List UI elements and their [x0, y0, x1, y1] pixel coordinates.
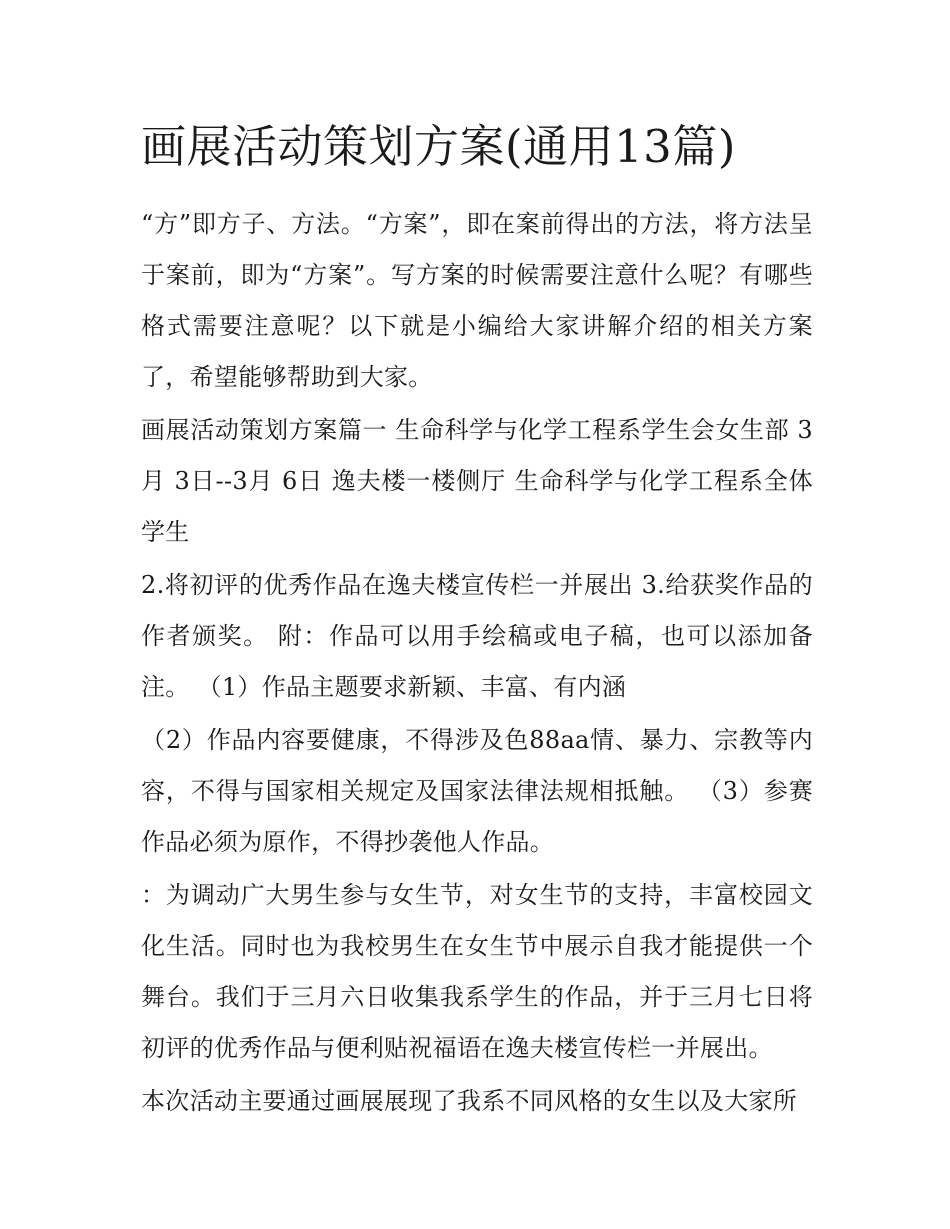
requirements-paragraph: （2）作品内容要健康，不得涉及色88aa情、暴力、宗教等内容，不得与国家相关规定及国家法律法规相抵触。 （3）参赛作品必须为原作，不得抄袭他人作品。: [141, 726, 813, 856]
plan-steps-paragraph: 2.将初评的优秀作品在逸夫楼宣传栏一并展出 3.给获奖作品的作者颁奖。 附：作品可以用手绘稿或电子稿，也可以添加备注。 （1）作品主题要求新颖、丰富、有内涵: [141, 571, 813, 701]
document-title: 画展活动策划方案(通用13篇): [141, 120, 736, 173]
document-body: [141, 199, 813, 1129]
purpose-paragraph: ：为调动广大男生参与女生节，对女生节的支持，丰富校园文化生活。同时也为我校男生在女生节中展示自我才能提供一个舞台。我们于三月六日收集我系学生的作品，并于三月七日将初评的优秀作品与便利贴祝福语在逸夫楼宣传栏一并展出。: [141, 881, 813, 1062]
plan-one-info-paragraph: 画展活动策划方案篇一 生命科学与化学工程系学生会女生部 3月 3日--3月 6日 逸夫楼一楼侧厅 生命科学与化学工程系全体学生: [141, 416, 813, 546]
intro-paragraph: “方”即方子、方法。“方案”，即在案前得出的方法，将方法呈于案前，即为“方案”。写方案的时候需要注意什么呢？有哪些格式需要注意呢？以下就是小编给大家讲解介绍的相关方案了，希望能够帮助到大家。: [141, 210, 813, 391]
summary-paragraph: 本次活动主要通过画展展现了我系不同风格的女生以及大家所: [141, 1087, 798, 1115]
